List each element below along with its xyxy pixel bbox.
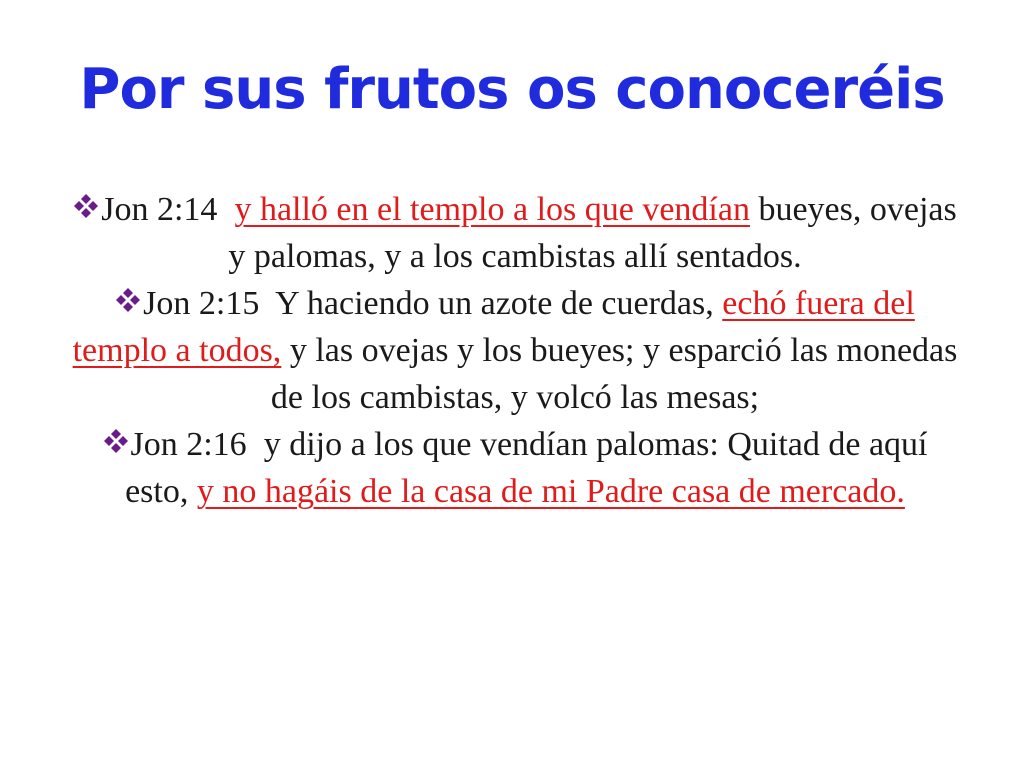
four-diamond-bullet-icon	[103, 428, 129, 454]
verse-item	[70, 186, 960, 280]
verse-text: y las ovejas y los bueyes; y esparció las monedas de los cambistas, y volcó las mesas;	[270, 332, 958, 416]
verse-highlight-text: y halló en el templo a los que vendían	[234, 191, 750, 228]
four-diamond-bullet-icon	[115, 287, 141, 313]
verse-highlight-text: y no hagáis de la casa de mi Padre casa de mercado.	[196, 473, 905, 510]
verse-highlight-text: echó fuera del templo a todos,	[72, 285, 915, 369]
verse-reference: Jon 2:16	[130, 426, 247, 463]
verse-item	[70, 280, 960, 421]
verse-reference: Jon 2:15	[143, 285, 260, 322]
verse-text: Y haciendo un azote de cuerdas,	[275, 285, 723, 322]
verse-text: y dijo a los que vendían palomas: Quitad de aquí esto,	[125, 426, 928, 510]
verse-text: bueyes, ovejas y palomas, y a los cambistas allí sentados.	[228, 191, 957, 275]
verse-list	[70, 186, 960, 515]
slide-title: Por sus frutos os conoceréis	[79, 57, 945, 122]
four-diamond-bullet-icon	[73, 193, 99, 219]
verse-reference: Jon 2:14	[101, 191, 218, 228]
verse-item	[70, 421, 960, 515]
